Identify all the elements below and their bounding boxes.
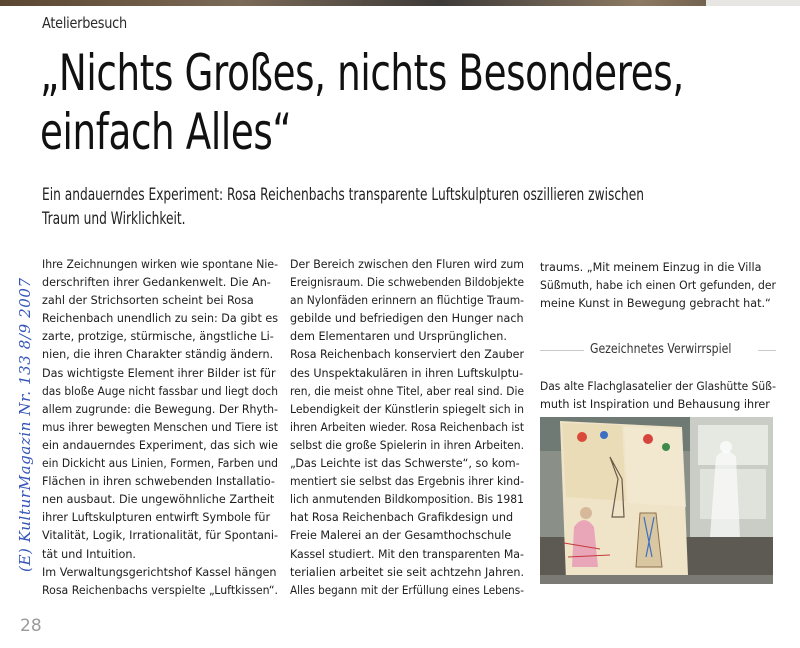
text-line: mus ihrer bewegten Menschen und Tiere ist <box>42 420 278 434</box>
dek-line-2: Traum und Wirklichkeit. <box>42 209 186 228</box>
article-column-3 <box>540 259 776 313</box>
article-column-3-continued <box>540 378 776 414</box>
text-line: Flächen in ihren schwebenden Installatio- <box>42 475 275 489</box>
page-number: 28 <box>20 616 42 636</box>
text-line: allem zugrunde: die Bewegung. Der Rhyth- <box>42 402 278 416</box>
headline <box>40 44 711 162</box>
text-line: zahl der Strichsorten scheint bei Rosa <box>42 294 254 308</box>
text-line: Das wichtigste Element ihrer Bilder ist für <box>42 366 276 380</box>
text-line: ren, die meist ohne Titel, aber real sind. Die <box>290 384 524 398</box>
text-line: muth ist Inspiration und Behausung ihrer <box>540 398 770 412</box>
text-line: „Das Leichte ist das Schwerste“, so kom- <box>290 457 520 471</box>
text-line: Der Bereich zwischen den Fluren wird zum <box>290 258 524 271</box>
article-dek <box>42 183 745 231</box>
article-column-2 <box>290 256 524 600</box>
text-line: terialien arbeitet sie seit achtzehn Jahren. <box>290 565 524 579</box>
text-line: Kassel studiert. Mit den transparenten Ma- <box>290 547 524 561</box>
text-line: Rosa Reichenbach konserviert den Zauber <box>290 348 524 362</box>
text-line: selbst die große Spielerin in ihren Arbeiten. <box>290 438 524 452</box>
section-kicker: Atelierbesuch <box>42 14 127 32</box>
subhead-rule-left <box>540 350 584 351</box>
text-line: dem Elementaren und Ursprünglichen. <box>290 330 507 344</box>
text-line: Freie Malerei an der Gesamthochschule <box>290 529 512 543</box>
dek-line-1: Ein andauerndes Experiment: Rosa Reichenbachs transparente Luftskulpturen oszillieren zwischen <box>42 185 645 204</box>
text-line: gebilde und befriedigen den Hunger nach <box>290 312 524 326</box>
text-line: Süßmuth, habe ich einen Ort gefunden, der <box>540 279 776 293</box>
headline-line-2: einfach Alles“ <box>40 103 292 161</box>
top-photo-edge-light <box>706 0 800 6</box>
text-line: Alles begann mit der Erfüllung eines Lebens- <box>290 583 524 597</box>
text-line: Im Verwaltungsgerichtshof Kassel hängen <box>42 565 277 579</box>
text-line: Lebendigkeit der Künstlerin spiegelt sich in <box>290 402 524 416</box>
text-line: tät und Intuition. <box>42 547 136 561</box>
text-line: des Unspektakulären in ihren Luftskulptu- <box>290 366 524 380</box>
text-line: meine Kunst in Bewegung gebracht hat.“ <box>540 297 771 311</box>
top-photo-edge <box>0 0 800 6</box>
text-line: lich anmutenden Bildkomposition. Bis 1981 <box>290 493 524 507</box>
text-line: das bloße Auge nicht fassbar und liegt doch <box>42 384 278 398</box>
text-line: nen ausbaut. Die ungewöhnliche Zartheit <box>42 493 275 507</box>
text-line: an Nylonfäden erinnern an flüchtige Traum- <box>290 294 524 308</box>
atelier-photo <box>540 417 773 584</box>
headline-line-1: „Nichts Großes, nichts Besonderes, <box>40 44 684 102</box>
text-line: nien, die ihren Charakter ständig ändern. <box>42 348 274 362</box>
handwritten-note: (E) KulturMagazin Nr. 133 8/9 2007 <box>16 277 34 572</box>
text-line: Vitalität, Logik, Irrationalität, für Spontani- <box>42 529 278 543</box>
text-line: Ihre Zeichnungen wirken wie spontane Nie- <box>42 258 278 271</box>
text-line: ihrer Luftskulpturen entwirft Symbole für <box>42 511 271 525</box>
text-line: derschriften ihrer Gedankenwelt. Die An- <box>42 276 271 290</box>
subhead-rule-right <box>758 350 776 351</box>
text-line: ein andauerndes Experiment, das sich wie <box>42 438 278 452</box>
text-line: Reichenbach unendlich zu sein: Da gibt es <box>42 312 278 326</box>
article-column-1 <box>42 256 278 600</box>
handwritten-annotation <box>2 232 32 577</box>
text-line: Ereignisraum. Die schwebenden Bildobjekte <box>290 276 524 290</box>
text-line: mentiert sie selbst das Ergebnis ihrer kind- <box>290 475 524 489</box>
text-line: Das alte Flachglasatelier der Glashütte Süß- <box>540 380 776 393</box>
text-line: ihren Arbeiten wieder. Rosa Reichenbach ist <box>290 420 524 434</box>
subhead: Gezeichnetes Verwirrspiel <box>590 342 732 357</box>
text-line: hat Rosa Reichenbach Grafikdesign und <box>290 511 514 525</box>
text-line: Rosa Reichenbachs verspielte „Luftkissen“. <box>42 583 278 597</box>
text-line: zarte, protzige, stürmische, ängstliche Li- <box>42 330 274 344</box>
text-line: traums. „Mit meinem Einzug in die Villa <box>540 261 762 274</box>
text-line: ein Dickicht aus Linien, Formen, Farben und <box>42 457 278 471</box>
subhead-block <box>540 340 776 360</box>
